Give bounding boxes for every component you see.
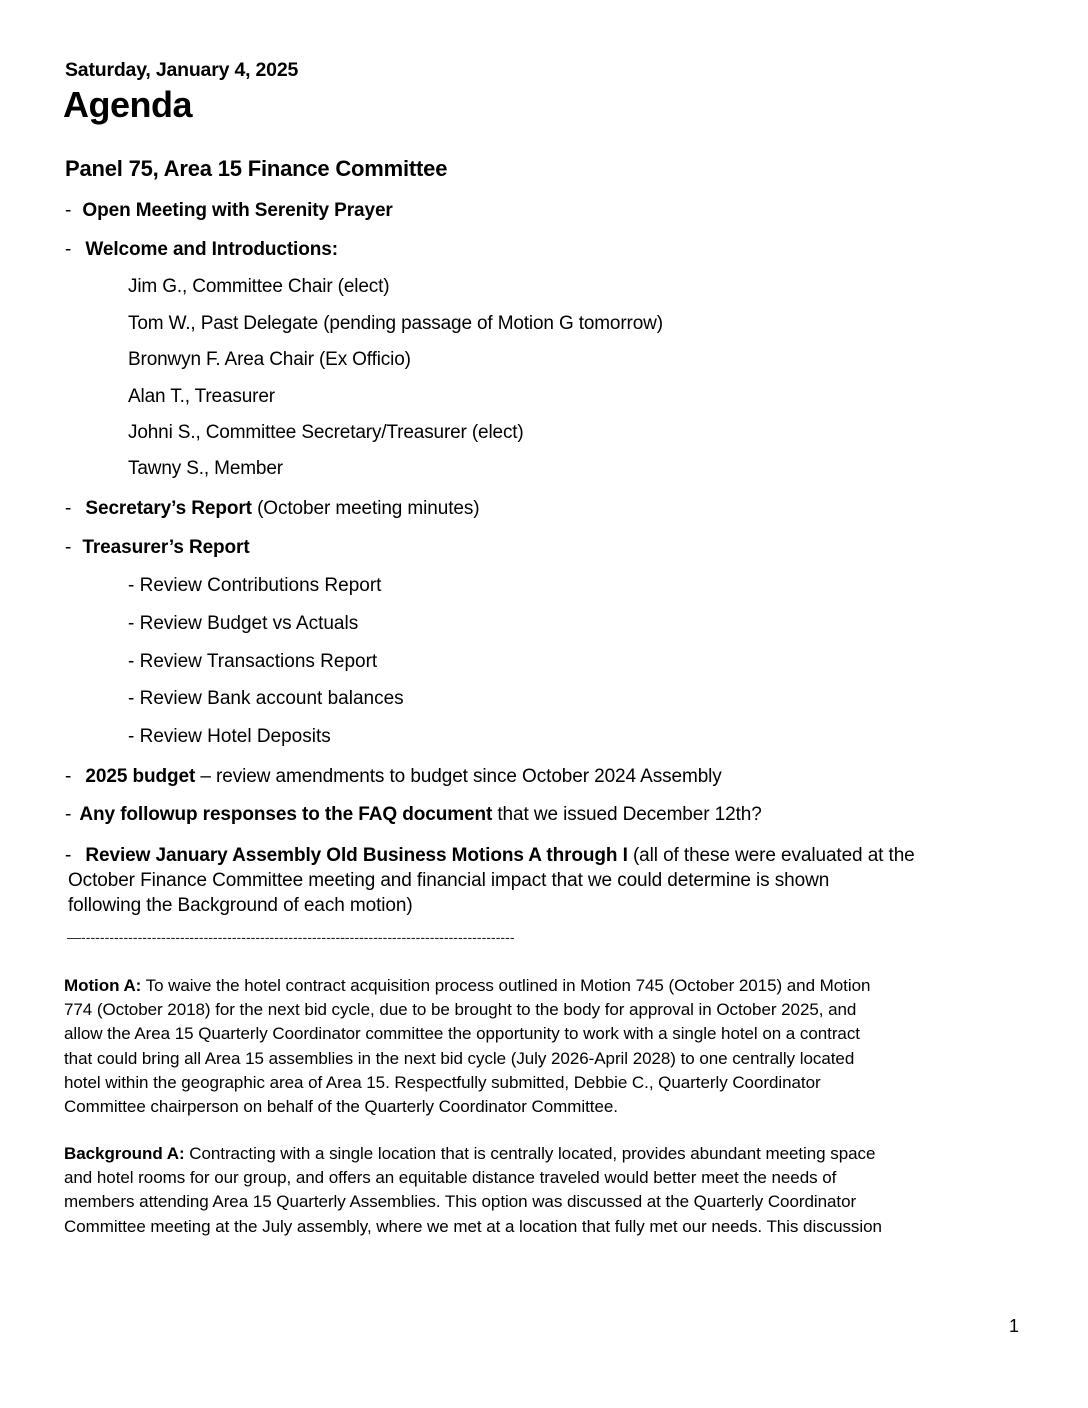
page-number: 1 — [1009, 1316, 1020, 1336]
member-entry: Alan T., Treasurer — [128, 386, 275, 407]
member-entry: Johni S., Committee Secretary/Treasurer (elect) — [128, 422, 524, 443]
treasurer-subitem: - Review Contributions Report — [128, 575, 382, 596]
background-text-line: Committee meeting at the July assembly, where we met at a location that fully met our needs. This discussion — [64, 1216, 882, 1236]
bullet-dash: - — [65, 766, 72, 787]
treasurer-subitem: - Review Bank account balances — [128, 688, 404, 709]
agenda-item-label: Any followup responses to the FAQ document — [79, 804, 493, 825]
background-text-line: and hotel rooms for our group, and offers an equitable distance traveled would better meet the needs of — [64, 1168, 837, 1188]
motion-text-line: To waive the hotel contract acquisition process outlined in Motion 745 (October 2015) and Motion — [141, 976, 871, 995]
meeting-date: Saturday, January 4, 2025 — [65, 59, 299, 81]
background-label: Background A: — [64, 1144, 185, 1163]
agenda-item-budget — [65, 766, 722, 788]
agenda-item-label: Open Meeting with Serenity Prayer — [82, 200, 393, 221]
agenda-item-note: that we issued December 12th? — [492, 804, 762, 825]
section-separator: —-------------------------------------------------------------------------------------------- — [67, 929, 515, 945]
agenda-item-open-meeting — [65, 200, 393, 222]
background-a-paragraph — [64, 1142, 1039, 1239]
motion-text-line: hotel within the geographic area of Area 15. Respectfully submitted, Debbie C., Quarterly Coordinator — [64, 1072, 821, 1092]
member-entry: Jim G., Committee Chair (elect) — [128, 276, 390, 297]
agenda-item-note-continued: following the Background of each motion) — [68, 895, 413, 916]
bullet-dash: - — [65, 498, 72, 519]
treasurer-subitem: - Review Transactions Report — [128, 651, 378, 672]
motion-a-paragraph — [64, 974, 1039, 1119]
background-text-line: Contracting with a single location that is centrally located, provides abundant meeting space — [184, 1144, 876, 1163]
agenda-item-label: Review January Assembly Old Business Motions A through I — [85, 845, 628, 866]
motion-label: Motion A: — [64, 976, 142, 995]
agenda-item-note: (October meeting minutes) — [251, 498, 480, 519]
agenda-item-note-continued: October Finance Committee meeting and financial impact that we could determine is shown — [68, 870, 830, 891]
agenda-item-welcome — [65, 239, 338, 261]
agenda-item-treasurer-report — [65, 537, 250, 559]
motion-text-line: allow the Area 15 Quarterly Coordinator committee the opportunity to work with a single hotel on a contract — [64, 1024, 860, 1044]
member-entry: Bronwyn F. Area Chair (Ex Officio) — [128, 349, 411, 370]
motion-text-line: that could bring all Area 15 assemblies in the next bid cycle (July 2026-April 2028) to one centrally located — [64, 1048, 855, 1068]
page-title: Agenda — [63, 84, 193, 125]
treasurer-subitem: - Review Hotel Deposits — [128, 726, 331, 747]
background-text-line: members attending Area 15 Quarterly Assemblies. This option was discussed at the Quarterly Coordinator — [64, 1192, 857, 1212]
agenda-item-secretary-report — [65, 498, 480, 520]
motion-text-line: Committee chairperson on behalf of the Quarterly Coordinator Committee. — [64, 1097, 618, 1117]
member-entry: Tawny S., Member — [128, 458, 283, 479]
agenda-item-old-business — [65, 843, 1035, 918]
bullet-dash: - — [65, 239, 72, 260]
agenda-item-label: 2025 budget — [85, 766, 196, 787]
bullet-dash: - — [65, 200, 72, 221]
agenda-item-note: – review amendments to budget since October 2024 Assembly — [195, 766, 722, 787]
member-entry: Tom W., Past Delegate (pending passage of Motion G tomorrow) — [128, 313, 663, 334]
agenda-item-label: Treasurer’s Report — [82, 537, 250, 558]
agenda-item-note: (all of these were evaluated at the — [627, 845, 915, 866]
agenda-item-faq — [65, 804, 762, 826]
motion-text-line: 774 (October 2018) for the next bid cycle, due to be brought to the body for approval in October 2025, and — [64, 1000, 857, 1020]
committee-heading: Panel 75, Area 15 Finance Committee — [65, 156, 448, 181]
agenda-item-label: Secretary’s Report — [85, 498, 252, 519]
bullet-dash: - — [65, 845, 72, 866]
bullet-dash: - — [65, 804, 72, 825]
bullet-dash: - — [65, 537, 72, 558]
treasurer-subitem: - Review Budget vs Actuals — [128, 613, 359, 634]
agenda-item-label: Welcome and Introductions: — [85, 239, 338, 260]
